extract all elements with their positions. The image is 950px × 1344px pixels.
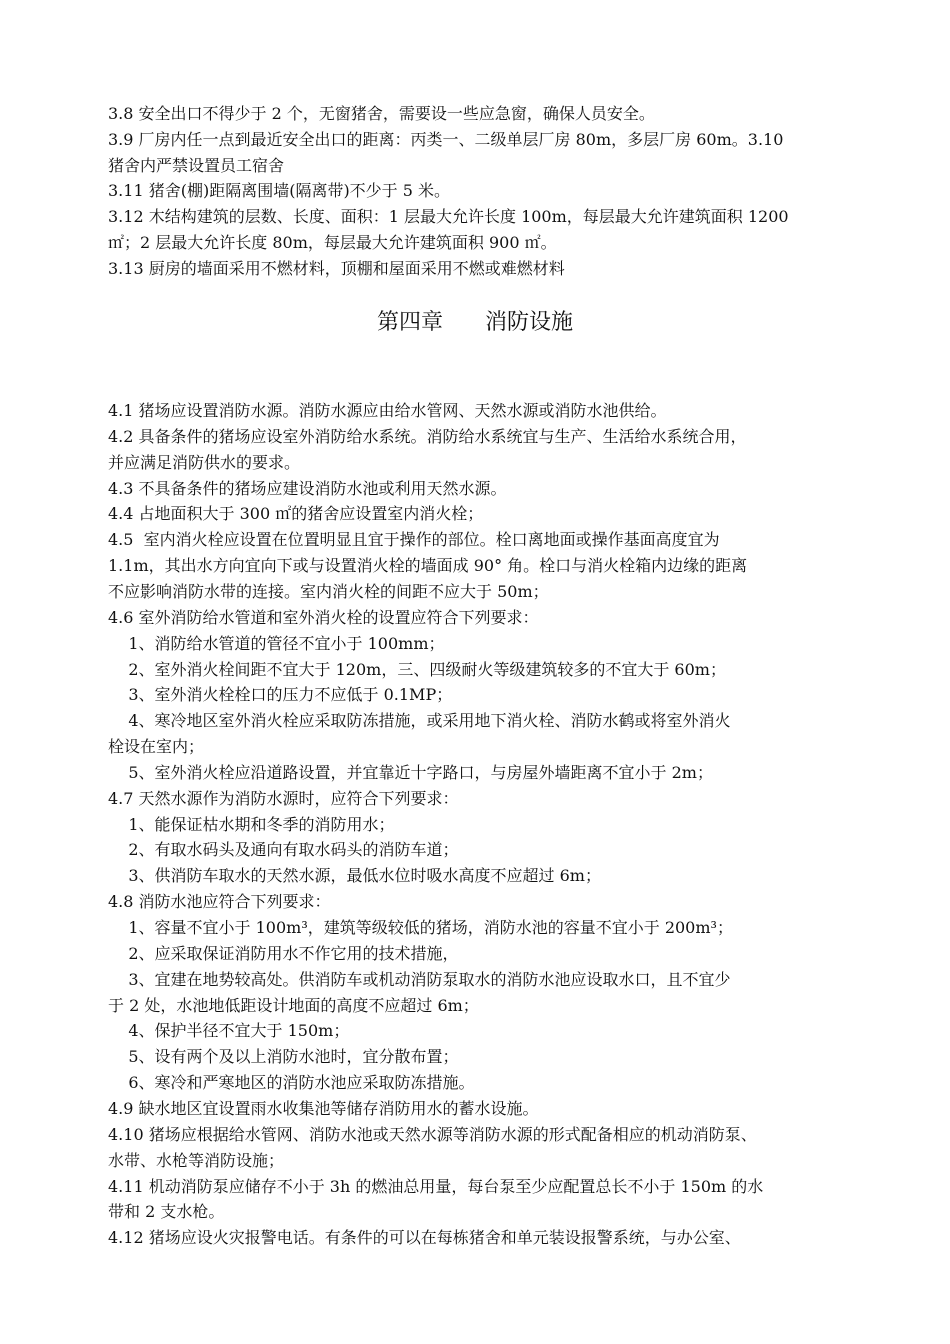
text-line: 并应满足消防供水的要求。 <box>108 452 301 472</box>
text-line: 4.9 缺水地区宜设置雨水收集池等储存消防用水的蓄水设施。 <box>108 1098 539 1118</box>
text-line: 4.6 室外消防给水管道和室外消火栓的设置应符合下列要求： <box>108 607 539 627</box>
text-line: 4.1 猪场应设置消防水源。消防水源应由给水管网、天然水源或消防水池供给。 <box>108 401 667 420</box>
text-line: 2、应采取保证消防用水不作它用的技术措施， <box>108 943 459 963</box>
text-line: 3.12 木结构建筑的层数、长度、面积：1 层最大允许长度 100m，每层最大允许建筑面积 1200 <box>108 207 789 227</box>
text-line: 4.7 天然水源作为消防水源时，应符合下列要求： <box>108 788 459 808</box>
text-line: 1、消防给水管道的管径不宜小于 100mm； <box>108 633 445 653</box>
text-line: 3.8 安全出口不得少于 2 个，无窗猪舍，需要设一些应急窗，确保人员安全。 <box>108 104 655 123</box>
text-line: 4.10 猪场应根据给水管网、消防水池或天然水源等消防水源的形式配备相应的机动消防泵、 <box>108 1124 757 1144</box>
text-line: ㎡；2 层最大允许长度 80m，每层最大允许建筑面积 900 ㎡。 <box>108 233 557 252</box>
text-line: 5、室外消火栓应沿道路设置，并宜靠近十字路口，与房屋外墙距离不宜小于 2m； <box>108 762 713 782</box>
text-line: 1.1m，其出水方向宜向下或与设置消火栓的墙面成 90° 角。栓口与消火栓箱内边缘的距离 <box>108 556 748 576</box>
text-line: 4、保护半径不宜大于 150m； <box>108 1021 350 1041</box>
text-line: 带和 2 支水枪。 <box>108 1202 225 1222</box>
text-line: 6、寒冷和严寒地区的消防水池应采取防冻措施。 <box>108 1073 475 1093</box>
text-line: 1、容量不宜小于 100m³，建筑等级较低的猪场，消防水池的容量不宜小于 200m³； <box>108 918 733 937</box>
text-line: 水带、水枪等消防设施； <box>108 1150 285 1170</box>
text-line: 不应影响消防水带的连接。室内消火栓的间距不应大于 50m； <box>108 581 549 601</box>
text-line: 2、室外消火栓间距不宜大于 120m，三、四级耐火等级建筑较多的不宜大于 60m； <box>108 659 726 679</box>
text-line: 3、供消防车取水的天然水源，最低水位时吸水高度不应超过 6m； <box>108 866 601 886</box>
chapter-title: 第四章 消防设施 <box>377 310 573 335</box>
text-line: 4.3 不具备条件的猪场应建设消防水池或利用天然水源。 <box>108 478 507 498</box>
text-line: 4.4 占地面积大于 300 ㎡的猪舍应设置室内消火栓； <box>108 504 484 524</box>
text-line: 3.9 厂房内任一点到最近安全出口的距离：丙类一、二级单层厂房 80m，多层厂房 60m。3.10 <box>108 129 784 149</box>
text-line: 4.12 猪场应设火灾报警电话。有条件的可以在每栋猪舍和单元装设报警系统，与办公室、 <box>108 1228 741 1248</box>
text-line: 3.11 猪舍(棚)距隔离围墙(隔离带)不少于 5 米。 <box>108 181 451 201</box>
text-line: 4.11 机动消防泵应储存不小于 3h 的燃油总用量，每台泵至少应配置总长不小于 150m 的水 <box>108 1176 764 1196</box>
text-line: 猪舍内严禁设置员工宿舍 <box>108 155 285 175</box>
text-line: 于 2 处，水池地低距设计地面的高度不应超过 6m； <box>108 995 479 1015</box>
text-line: 3、宜建在地势较高处。供消防车或机动消防泵取水的消防水池应设取水口，且不宜少 <box>108 969 731 989</box>
text-line: 4、寒冷地区室外消火栓应采取防冻措施，或采用地下消火栓、消防水鹤或将室外消火 <box>108 711 731 731</box>
text-line: 3、室外消火栓栓口的压力不应低于 0.1MP； <box>108 685 453 705</box>
text-line: 栓设在室内； <box>108 737 205 757</box>
text-line: 4.5 室内消火栓应设置在位置明显且宜于操作的部位。栓口离地面或操作基面高度宜为 <box>108 530 720 550</box>
text-line: 4.2 具备条件的猪场应设室外消防给水系统。消防给水系统宜与生产、生活给水系统合用， <box>108 426 747 446</box>
text-line: 5、设有两个及以上消防水池时，宜分散布置； <box>108 1047 459 1067</box>
text-line: 4.8 消防水池应符合下列要求： <box>108 892 331 912</box>
text-line: 2、有取水码头及通向有取水码头的消防车道； <box>108 840 459 860</box>
text-line: 1、能保证枯水期和冬季的消防用水； <box>108 814 395 834</box>
text-line: 3.13 厨房的墙面采用不燃材料，顶棚和屋面采用不燃或难燃材料 <box>108 258 565 278</box>
